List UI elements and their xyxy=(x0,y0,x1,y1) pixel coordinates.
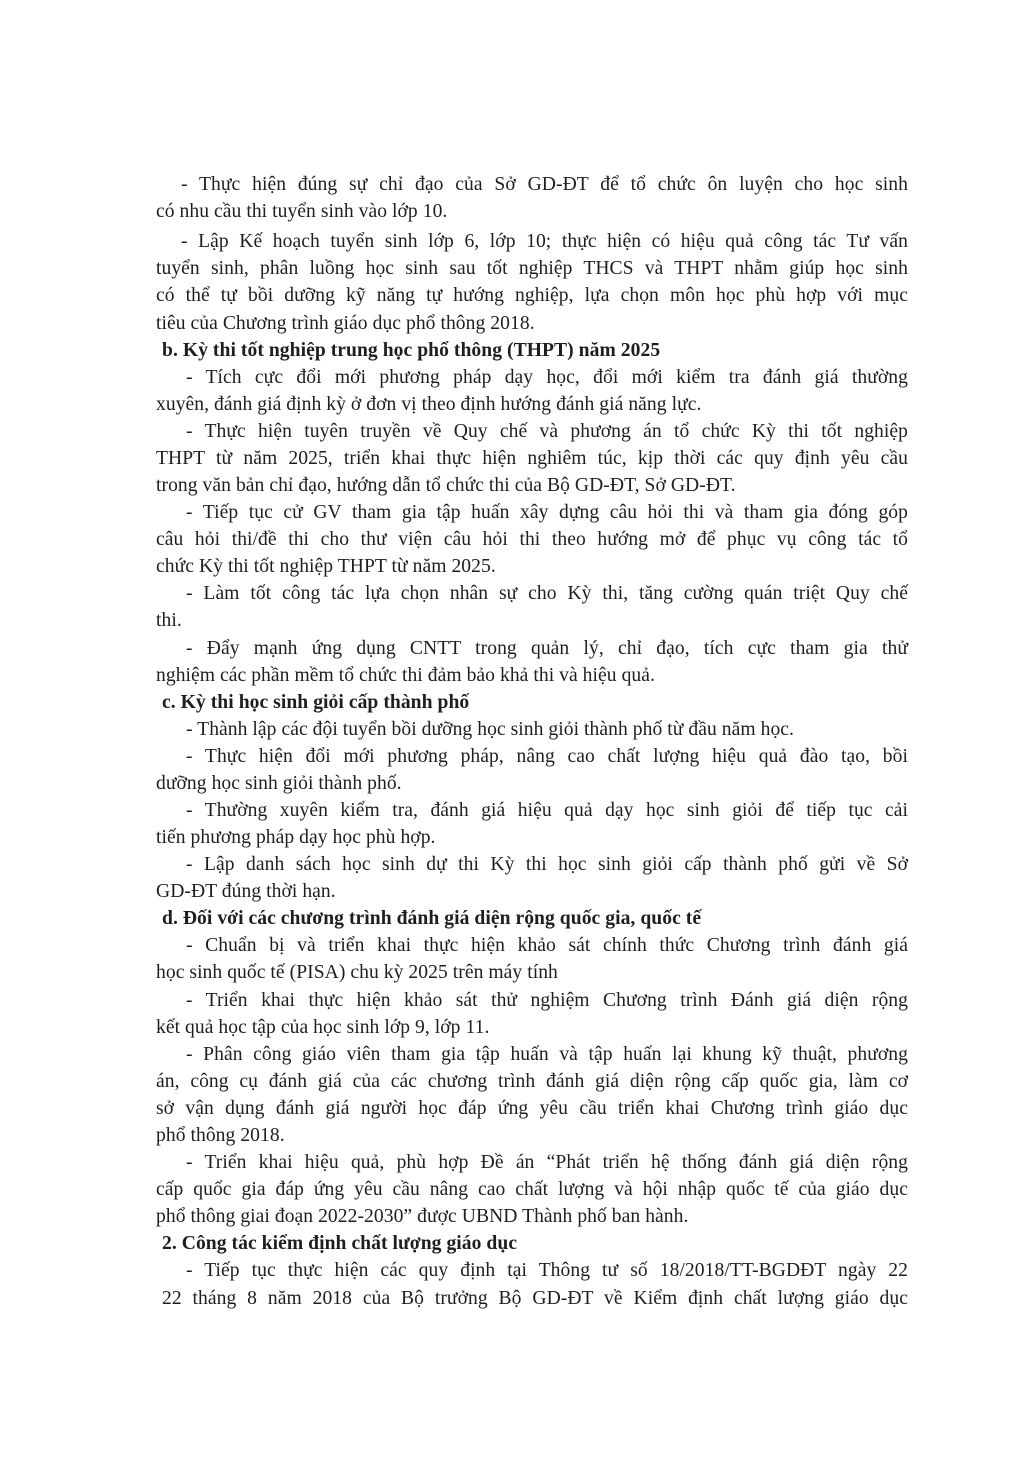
text-line: - Triển khai hiệu quả, phù hợp Đề án “Phát triển hệ thống đánh giá diện rộng xyxy=(186,1152,908,1173)
text-line: - Thực hiện đổi mới phương pháp, nâng cao chất lượng hiệu quả đào tạo, bồi xyxy=(186,746,908,767)
text-line: phổ thông 2018. xyxy=(156,1125,285,1146)
text-line: - Thường xuyên kiểm tra, đánh giá hiệu quả dạy học sinh giỏi để tiếp tục cải xyxy=(186,800,908,821)
section-heading-b: b. Kỳ thi tốt nghiệp trung học phổ thông (THPT) năm 2025 xyxy=(162,340,661,361)
text-line: có thể tự bồi dưỡng kỹ năng tự hướng nghiệp, lựa chọn môn học phù hợp với mục xyxy=(156,285,908,306)
text-line: thi. xyxy=(156,610,182,631)
section-heading-c: c. Kỳ thi học sinh giỏi cấp thành phố xyxy=(162,692,470,713)
text-line: 22 tháng 8 năm 2018 của Bộ trưởng Bộ GD-ĐT về Kiểm định chất lượng giáo dục xyxy=(162,1288,908,1309)
text-line: chức Kỳ thi tốt nghiệp THPT từ năm 2025. xyxy=(156,556,496,577)
section-heading-2: 2. Công tác kiểm định chất lượng giáo dục xyxy=(162,1233,518,1254)
text-line: - Làm tốt công tác lựa chọn nhân sự cho Kỳ thi, tăng cường quán triệt Quy chế xyxy=(186,583,908,604)
text-line: GD-ĐT đúng thời hạn. xyxy=(156,881,336,902)
text-line: - Triển khai thực hiện khảo sát thử nghiệm Chương trình Đánh giá diện rộng xyxy=(186,990,908,1011)
text-line: học sinh quốc tế (PISA) chu kỳ 2025 trên máy tính xyxy=(156,962,558,983)
text-line: có nhu cầu thi tuyển sinh vào lớp 10. xyxy=(156,201,448,222)
text-line: án, công cụ đánh giá của các chương trình đánh giá diện rộng cấp quốc gia, làm cơ xyxy=(156,1071,908,1092)
text-line: - Lập danh sách học sinh dự thi Kỳ thi học sinh giỏi cấp thành phố gửi về Sở xyxy=(186,854,908,875)
text-line: - Phân công giáo viên tham gia tập huấn và tập huấn lại khung kỹ thuật, phương xyxy=(186,1044,908,1065)
text-line: - Chuẩn bị và triển khai thực hiện khảo sát chính thức Chương trình đánh giá xyxy=(186,935,908,956)
text-line: tuyển sinh, phân luồng học sinh sau tốt nghiệp THCS và THPT nhằm giúp học sinh xyxy=(156,258,908,279)
text-line: THPT từ năm 2025, triển khai thực hiện nghiêm túc, kịp thời các quy định yêu cầu xyxy=(156,448,908,469)
text-line: tiêu của Chương trình giáo dục phổ thông 2018. xyxy=(156,313,535,334)
text-line: câu hỏi thi/đề thi cho thư viện câu hỏi thi theo hướng mở để phục vụ công tác tổ xyxy=(156,529,908,550)
text-line: - Tiếp tục cử GV tham gia tập huấn xây dựng câu hỏi thi và tham gia đóng góp xyxy=(186,502,908,523)
text-line: - Lập Kế hoạch tuyển sinh lớp 6, lớp 10; thực hiện có hiệu quả công tác Tư vấn xyxy=(181,231,908,252)
text-line: xuyên, đánh giá định kỳ ở đơn vị theo định hướng đánh giá năng lực. xyxy=(156,394,702,415)
section-heading-d: d. Đối với các chương trình đánh giá diện rộng quốc gia, quốc tế xyxy=(162,908,702,929)
text-line: phổ thông giai đoạn 2022-2030” được UBND Thành phố ban hành. xyxy=(156,1206,689,1227)
text-line: - Tiếp tục thực hiện các quy định tại Thông tư số 18/2018/TT-BGDĐT ngày 22 xyxy=(186,1260,908,1281)
text-line: - Thực hiện đúng sự chỉ đạo của Sở GD-ĐT để tổ chức ôn luyện cho học sinh xyxy=(181,174,908,195)
text-line: - Tích cực đổi mới phương pháp dạy học, đổi mới kiểm tra đánh giá thường xyxy=(186,367,908,388)
text-line: dưỡng học sinh giỏi thành phố. xyxy=(156,773,402,794)
text-line: - Thực hiện tuyên truyền về Quy chế và phương án tổ chức Kỳ thi tốt nghiệp xyxy=(186,421,908,442)
text-line: sở vận dụng đánh giá người học đáp ứng yêu cầu triển khai Chương trình giáo dục xyxy=(156,1098,908,1119)
text-line: kết quả học tập của học sinh lớp 9, lớp 11. xyxy=(156,1017,490,1038)
text-line: - Thành lập các đội tuyển bồi dưỡng học sinh giỏi thành phố từ đầu năm học. xyxy=(186,719,794,740)
text-line: nghiệm các phần mềm tổ chức thi đảm bảo khả thi và hiệu quả. xyxy=(156,665,655,686)
text-line: cấp quốc gia đáp ứng yêu cầu nâng cao chất lượng và hội nhập quốc tế của giáo dục xyxy=(156,1179,908,1200)
text-line: - Đẩy mạnh ứng dụng CNTT trong quản lý, chỉ đạo, tích cực tham gia thử xyxy=(186,638,908,659)
text-line: trong văn bản chỉ đạo, hướng dẫn tổ chức thi của Bộ GD-ĐT, Sở GD-ĐT. xyxy=(156,475,736,496)
text-line: tiến phương pháp dạy học phù hợp. xyxy=(156,827,436,848)
